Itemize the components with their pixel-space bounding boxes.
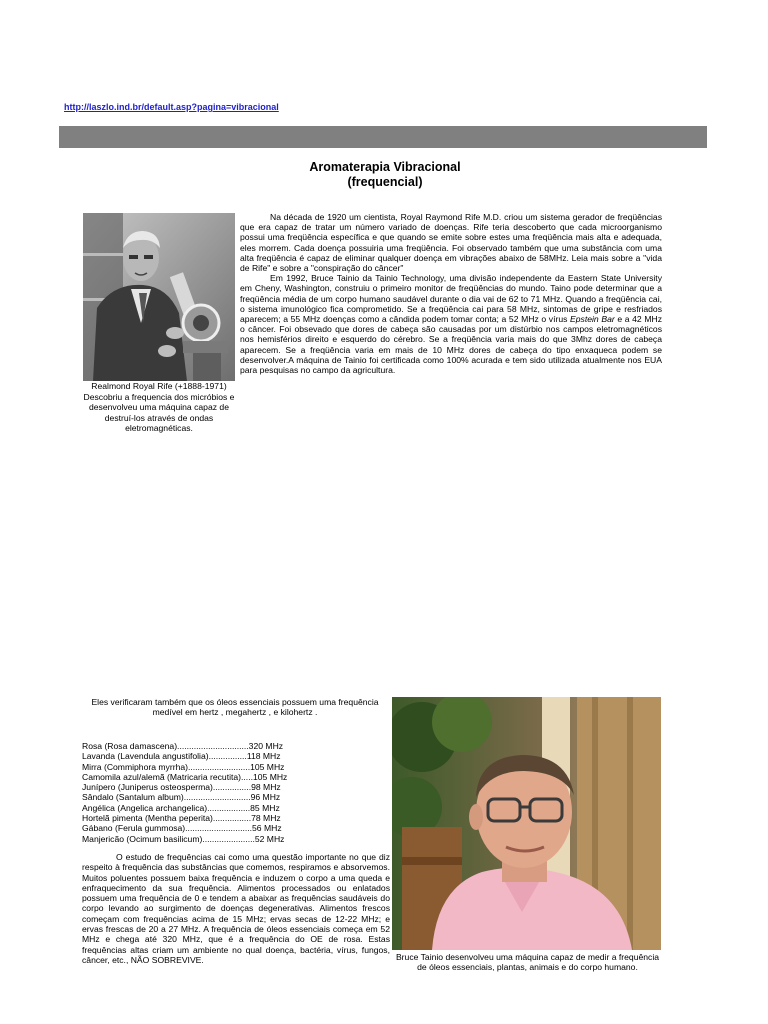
list-item: Hortelã pimenta (Mentha peperita)................78 MHz [82,813,281,824]
list-item: Gábano (Ferula gummosa)............................56 MHz [82,823,282,834]
frequency-study-paragraph: O estudo de frequências cai como uma questão importante no que diz respeito à frequência das substâncias que comemos, respiramos e absorvemos. Muitos poluentes possuem baixa frequência e induzem o corpo a uma queda e enfraquecimento da sua frequência. Alimentos processados ou enlatados possuem uma frequência de 0 e tendem a abaixar as frequências saudáveis do corpo levando ao surgimento de doenças degenerativas. Alimentos frescos começam com frequências acima de 15 MHz; ervas secas de 12-22 MHz; e ervas frescas de 20 a 27 MHz. A frequência de óleos essenciais começa em 52 MHz e chega até 320 MHz, que é a frequência do OE de rosa. Estas frequências altas criam um ambiente no qual doença, bactéria, vírus, fungos, câncer, etc., NÃO SOBREVIVE. [82,852,390,965]
intro-p2-b: e a 42 MHz o câncer. Foi obsevado que dores de cabeça são causadas por um distúrbio nos campos eletromagnéticos nos hemisférios direito e esquerdo do cérebro. Se a freqüência varia mais do que 3Mhz dores de cabeça aparecem. Se a freqüência varia em mais de 10 MHz dores de cabeça do tipo enxaqueca podem se desenvolver.A máquina de Tainio foi certificada como 100% acurada e tem sido utilizada atualmente nos EUA para pesquisas no campo da agricultura. [240,314,662,376]
oil-frequency-list [82,741,382,844]
list-item: Angélica (Angelica archangelica)..................85 MHz [82,802,280,813]
intro-paragraph-1: Na década de 1920 um cientista, Royal Raymond Rife M.D. criou um sistema gerador de freqüências que era capaz de tratar um número variado de doenças. Rife teria descoberto que cada microorganismo possui uma freqüência específica e que quando se emite sobre estes uma freqüência mais alta e adequada, eles morrem. Cada doença possuiria uma freqüência. Foi observado também que uma substância com uma alta freqüência é capaz de eliminar qualquer doença em vibrações abaixo de 58MHz. Leia mais sobre a "vida de Rife" e sobre a "conspiração do câncer" [240,212,662,274]
list-item: Mirra (Commiphora myrrha)..........................105 MHz [82,761,285,772]
title-line-1: Aromaterapia Vibracional [309,160,461,174]
title-line-2: (frequencial) [347,175,423,189]
intro-paragraph-2 [240,273,662,375]
intro-text [240,212,662,375]
frequency-study-text [82,852,390,965]
oils-lead-text: Eles verificaram também que os óleos essenciais possuem uma frequência medível em hertz , megahertz , e kilohertz . [91,697,379,718]
header-bar [59,126,707,148]
rife-photo [83,213,235,381]
rife-caption: Realmond Royal Rife (+1888-1971) Descobriu a frequencia dos micróbios e desenvolveu uma máquina capaz de destruí-los através de ondas eletromagnéticas. [83,381,235,433]
list-item: Manjericão (Ocimum basilicum)......................52 MHz [82,833,285,844]
list-item: Camomila azul/alemã (Matricaria recutita).....105 MHz [82,771,288,782]
list-item: Rosa (Rosa damascena)..............................320 MHz [82,741,284,751]
list-item: Sândalo (Santalum album)............................96 MHz [82,792,281,803]
intro-p2-italic: Epstein Bar [570,314,615,325]
list-item: Lavanda (Lavendula angustifolia)................118 MHz [82,751,281,762]
tainio-photo [392,697,661,950]
tainio-caption: Bruce Tainio desenvolveu uma máquina capaz de medir a frequência de óleos essenciais, plantas, animais e do corpo humano. [395,952,660,973]
list-item: Junípero (Juniperus osteosperma)................98 MHz [82,782,281,793]
page-title [230,160,540,190]
intro-p2-a: Em 1992, Bruce Tainio da Tainio Technology, uma divisão independente da Eastern State University em Cheny, Washington, construiu o primeiro monitor de freqüências do mundo. Taino pode determinar que a freqüência média de um corpo humano saudável durante o dia vai de 62 to 71 MHz. Quando a freqüência cai, o sistema imunológico fica comprometido. Se a freqüência cai para 58 MHz, sintomas de gripe e resfriados aparecem; a 55 MHz doenças como a cândida podem tomar conta; a 52 MHz o vírus [240,273,662,325]
source-link[interactable]: http://laszlo.ind.br/default.asp?pagina=vibracional [64,102,279,112]
